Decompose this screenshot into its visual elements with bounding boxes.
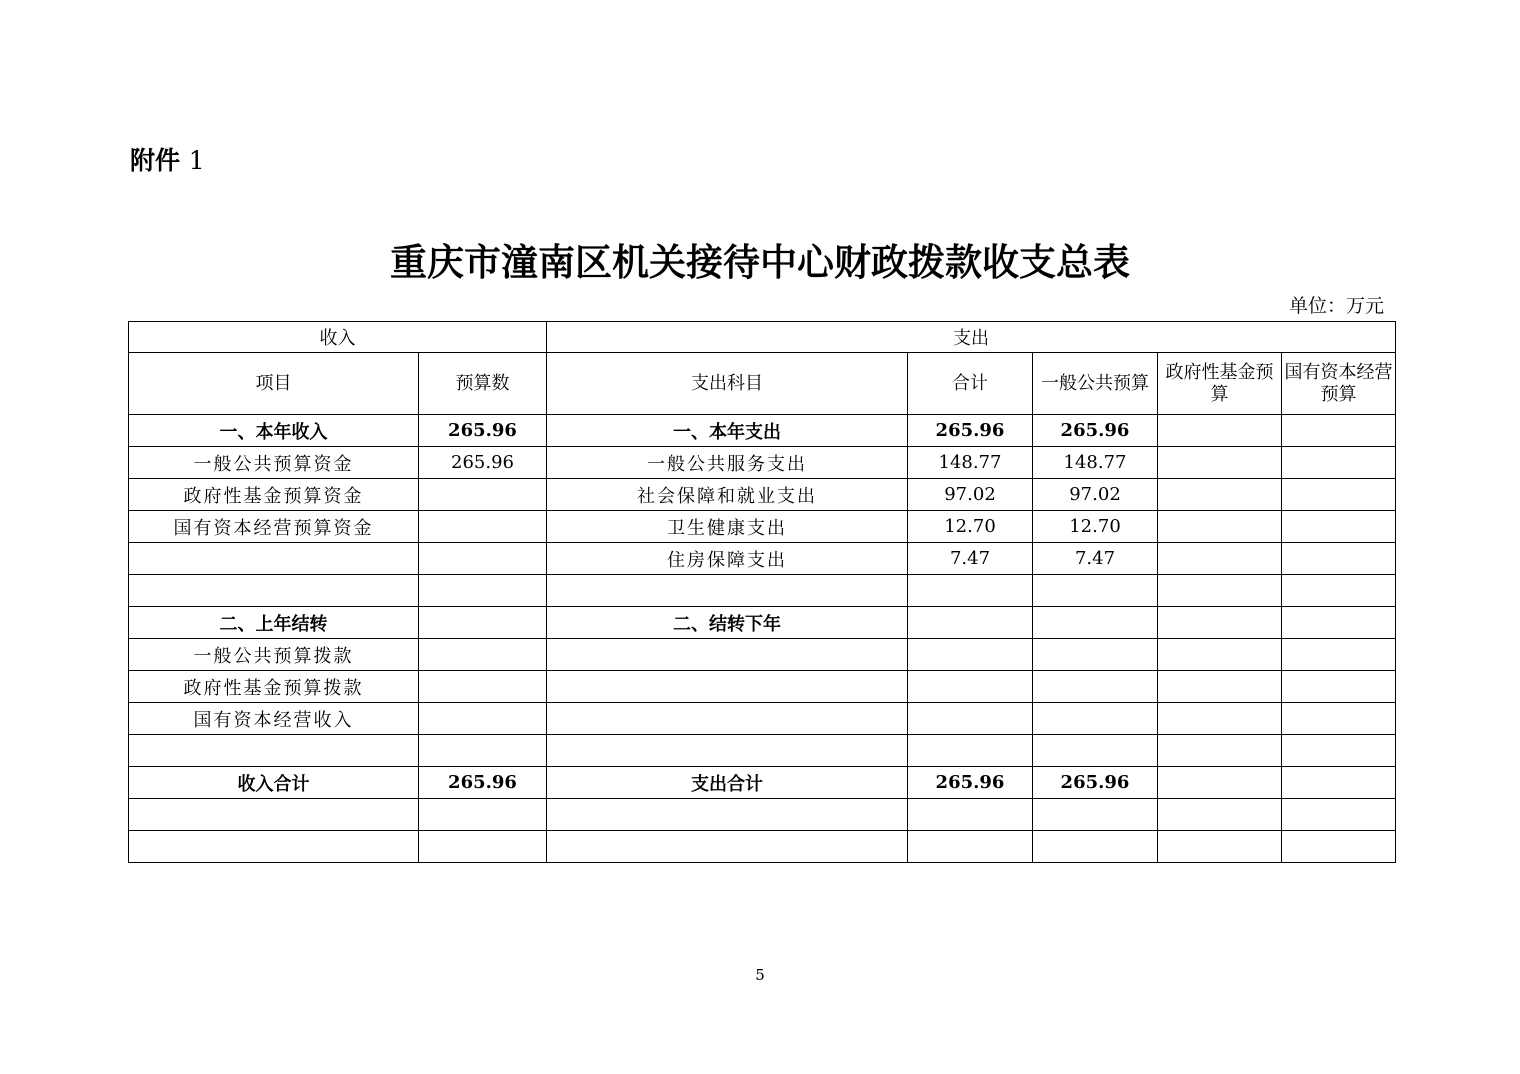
page-number: 5 <box>755 966 765 984</box>
table-cell <box>908 671 1033 703</box>
table-cell <box>547 703 908 735</box>
table-cell <box>419 671 547 703</box>
table-cell <box>1282 479 1396 511</box>
table-column-header-row <box>129 353 1396 415</box>
table-cell: 7.47 <box>1033 543 1158 575</box>
table-row <box>129 703 1396 735</box>
table-cell: 卫生健康支出 <box>547 511 908 543</box>
table-cell <box>908 831 1033 863</box>
table-row <box>129 799 1396 831</box>
table-row <box>129 639 1396 671</box>
table-cell <box>1282 735 1396 767</box>
table-cell <box>547 735 908 767</box>
table-cell <box>547 575 908 607</box>
table-cell <box>908 703 1033 735</box>
table-cell: 97.02 <box>908 479 1033 511</box>
page-title: 重庆市潼南区机关接待中心财政拨款收支总表 <box>390 240 1130 284</box>
col-header-total: 合计 <box>908 353 1033 415</box>
table-cell <box>129 735 419 767</box>
table-cell <box>1033 607 1158 639</box>
table-cell <box>1158 735 1282 767</box>
income-header: 收入 <box>129 322 547 353</box>
table-cell <box>1033 639 1158 671</box>
table-cell: 265.96 <box>419 767 547 799</box>
table-cell <box>1158 767 1282 799</box>
table-cell <box>1282 799 1396 831</box>
col-header-fund-budget: 政府性基金预算 <box>1158 353 1282 415</box>
table-cell <box>908 735 1033 767</box>
table-cell <box>419 831 547 863</box>
table-cell <box>1158 479 1282 511</box>
table-cell <box>1158 799 1282 831</box>
table-cell <box>1282 767 1396 799</box>
table-cell <box>129 575 419 607</box>
table-cell <box>419 639 547 671</box>
table-cell: 社会保障和就业支出 <box>547 479 908 511</box>
table-row <box>129 767 1396 799</box>
table-cell <box>1282 703 1396 735</box>
table-cell: 一般公共预算拨款 <box>129 639 419 671</box>
table-cell <box>1282 415 1396 447</box>
table-cell: 12.70 <box>908 511 1033 543</box>
col-header-item: 项目 <box>129 353 419 415</box>
col-header-general-budget: 一般公共预算 <box>1033 353 1158 415</box>
table-cell <box>1158 511 1282 543</box>
table-cell <box>129 831 419 863</box>
table-cell <box>1158 447 1282 479</box>
attachment-number: 1 <box>188 146 205 175</box>
table-cell: 265.96 <box>1033 415 1158 447</box>
table-cell <box>908 639 1033 671</box>
table-cell <box>129 543 419 575</box>
table-cell <box>419 479 547 511</box>
attachment-label <box>130 144 205 178</box>
table-row <box>129 671 1396 703</box>
table-cell <box>1282 511 1396 543</box>
table-row <box>129 511 1396 543</box>
table-row <box>129 479 1396 511</box>
table-cell <box>1158 703 1282 735</box>
table-group-header-row <box>129 322 1396 353</box>
table-cell: 收入合计 <box>129 767 419 799</box>
table-row <box>129 831 1396 863</box>
attachment-text: 附件 <box>130 146 181 175</box>
table-cell: 148.77 <box>908 447 1033 479</box>
table-cell: 265.96 <box>908 767 1033 799</box>
table-cell <box>129 799 419 831</box>
table-cell <box>547 799 908 831</box>
table-cell <box>419 735 547 767</box>
table-cell: 一、本年收入 <box>129 415 419 447</box>
table-cell <box>1282 831 1396 863</box>
table-cell <box>1158 575 1282 607</box>
table-cell: 148.77 <box>1033 447 1158 479</box>
table-cell <box>1033 735 1158 767</box>
table-cell <box>419 511 547 543</box>
table-cell <box>547 639 908 671</box>
table-cell: 二、上年结转 <box>129 607 419 639</box>
table-cell <box>419 703 547 735</box>
table-cell <box>1033 799 1158 831</box>
table-cell <box>419 575 547 607</box>
col-header-expense-item: 支出科目 <box>547 353 908 415</box>
table-cell <box>1282 607 1396 639</box>
table-cell: 一、本年支出 <box>547 415 908 447</box>
table-cell <box>908 607 1033 639</box>
table-cell <box>1282 575 1396 607</box>
table-cell <box>1158 639 1282 671</box>
table-cell <box>419 543 547 575</box>
table-row <box>129 607 1396 639</box>
table-cell <box>1033 671 1158 703</box>
table-cell: 支出合计 <box>547 767 908 799</box>
table-row <box>129 447 1396 479</box>
table-cell: 一般公共预算资金 <box>129 447 419 479</box>
unit-label: 单位：万元 <box>1288 295 1384 317</box>
table-cell: 一般公共服务支出 <box>547 447 908 479</box>
table-cell <box>419 799 547 831</box>
table-cell <box>908 575 1033 607</box>
table-cell: 265.96 <box>419 447 547 479</box>
table-cell: 7.47 <box>908 543 1033 575</box>
table-row <box>129 735 1396 767</box>
table-row <box>129 415 1396 447</box>
table-cell: 12.70 <box>1033 511 1158 543</box>
table-cell <box>1033 575 1158 607</box>
table-cell: 265.96 <box>419 415 547 447</box>
table-cell: 265.96 <box>1033 767 1158 799</box>
col-header-budget: 预算数 <box>419 353 547 415</box>
table-cell: 97.02 <box>1033 479 1158 511</box>
table-cell <box>1158 415 1282 447</box>
table-cell: 国有资本经营预算资金 <box>129 511 419 543</box>
table-cell <box>1033 703 1158 735</box>
table-cell <box>1158 831 1282 863</box>
table-cell <box>908 799 1033 831</box>
expense-header: 支出 <box>547 322 1396 353</box>
table-cell <box>419 607 547 639</box>
table-cell <box>1158 543 1282 575</box>
budget-table <box>128 321 1396 863</box>
table-cell: 265.96 <box>908 415 1033 447</box>
table-cell <box>1158 607 1282 639</box>
table-row <box>129 543 1396 575</box>
table-cell: 政府性基金预算资金 <box>129 479 419 511</box>
table-cell <box>1282 671 1396 703</box>
table-cell <box>547 831 908 863</box>
table-cell <box>1282 639 1396 671</box>
table-cell <box>1033 831 1158 863</box>
table-cell <box>1282 543 1396 575</box>
table-cell <box>1282 447 1396 479</box>
table-cell: 住房保障支出 <box>547 543 908 575</box>
col-header-state-capital-budget: 国有资本经营预算 <box>1282 353 1396 415</box>
table-cell <box>1158 671 1282 703</box>
table-cell: 国有资本经营收入 <box>129 703 419 735</box>
table-cell: 政府性基金预算拨款 <box>129 671 419 703</box>
table-cell <box>547 671 908 703</box>
table-row <box>129 575 1396 607</box>
table-cell: 二、结转下年 <box>547 607 908 639</box>
